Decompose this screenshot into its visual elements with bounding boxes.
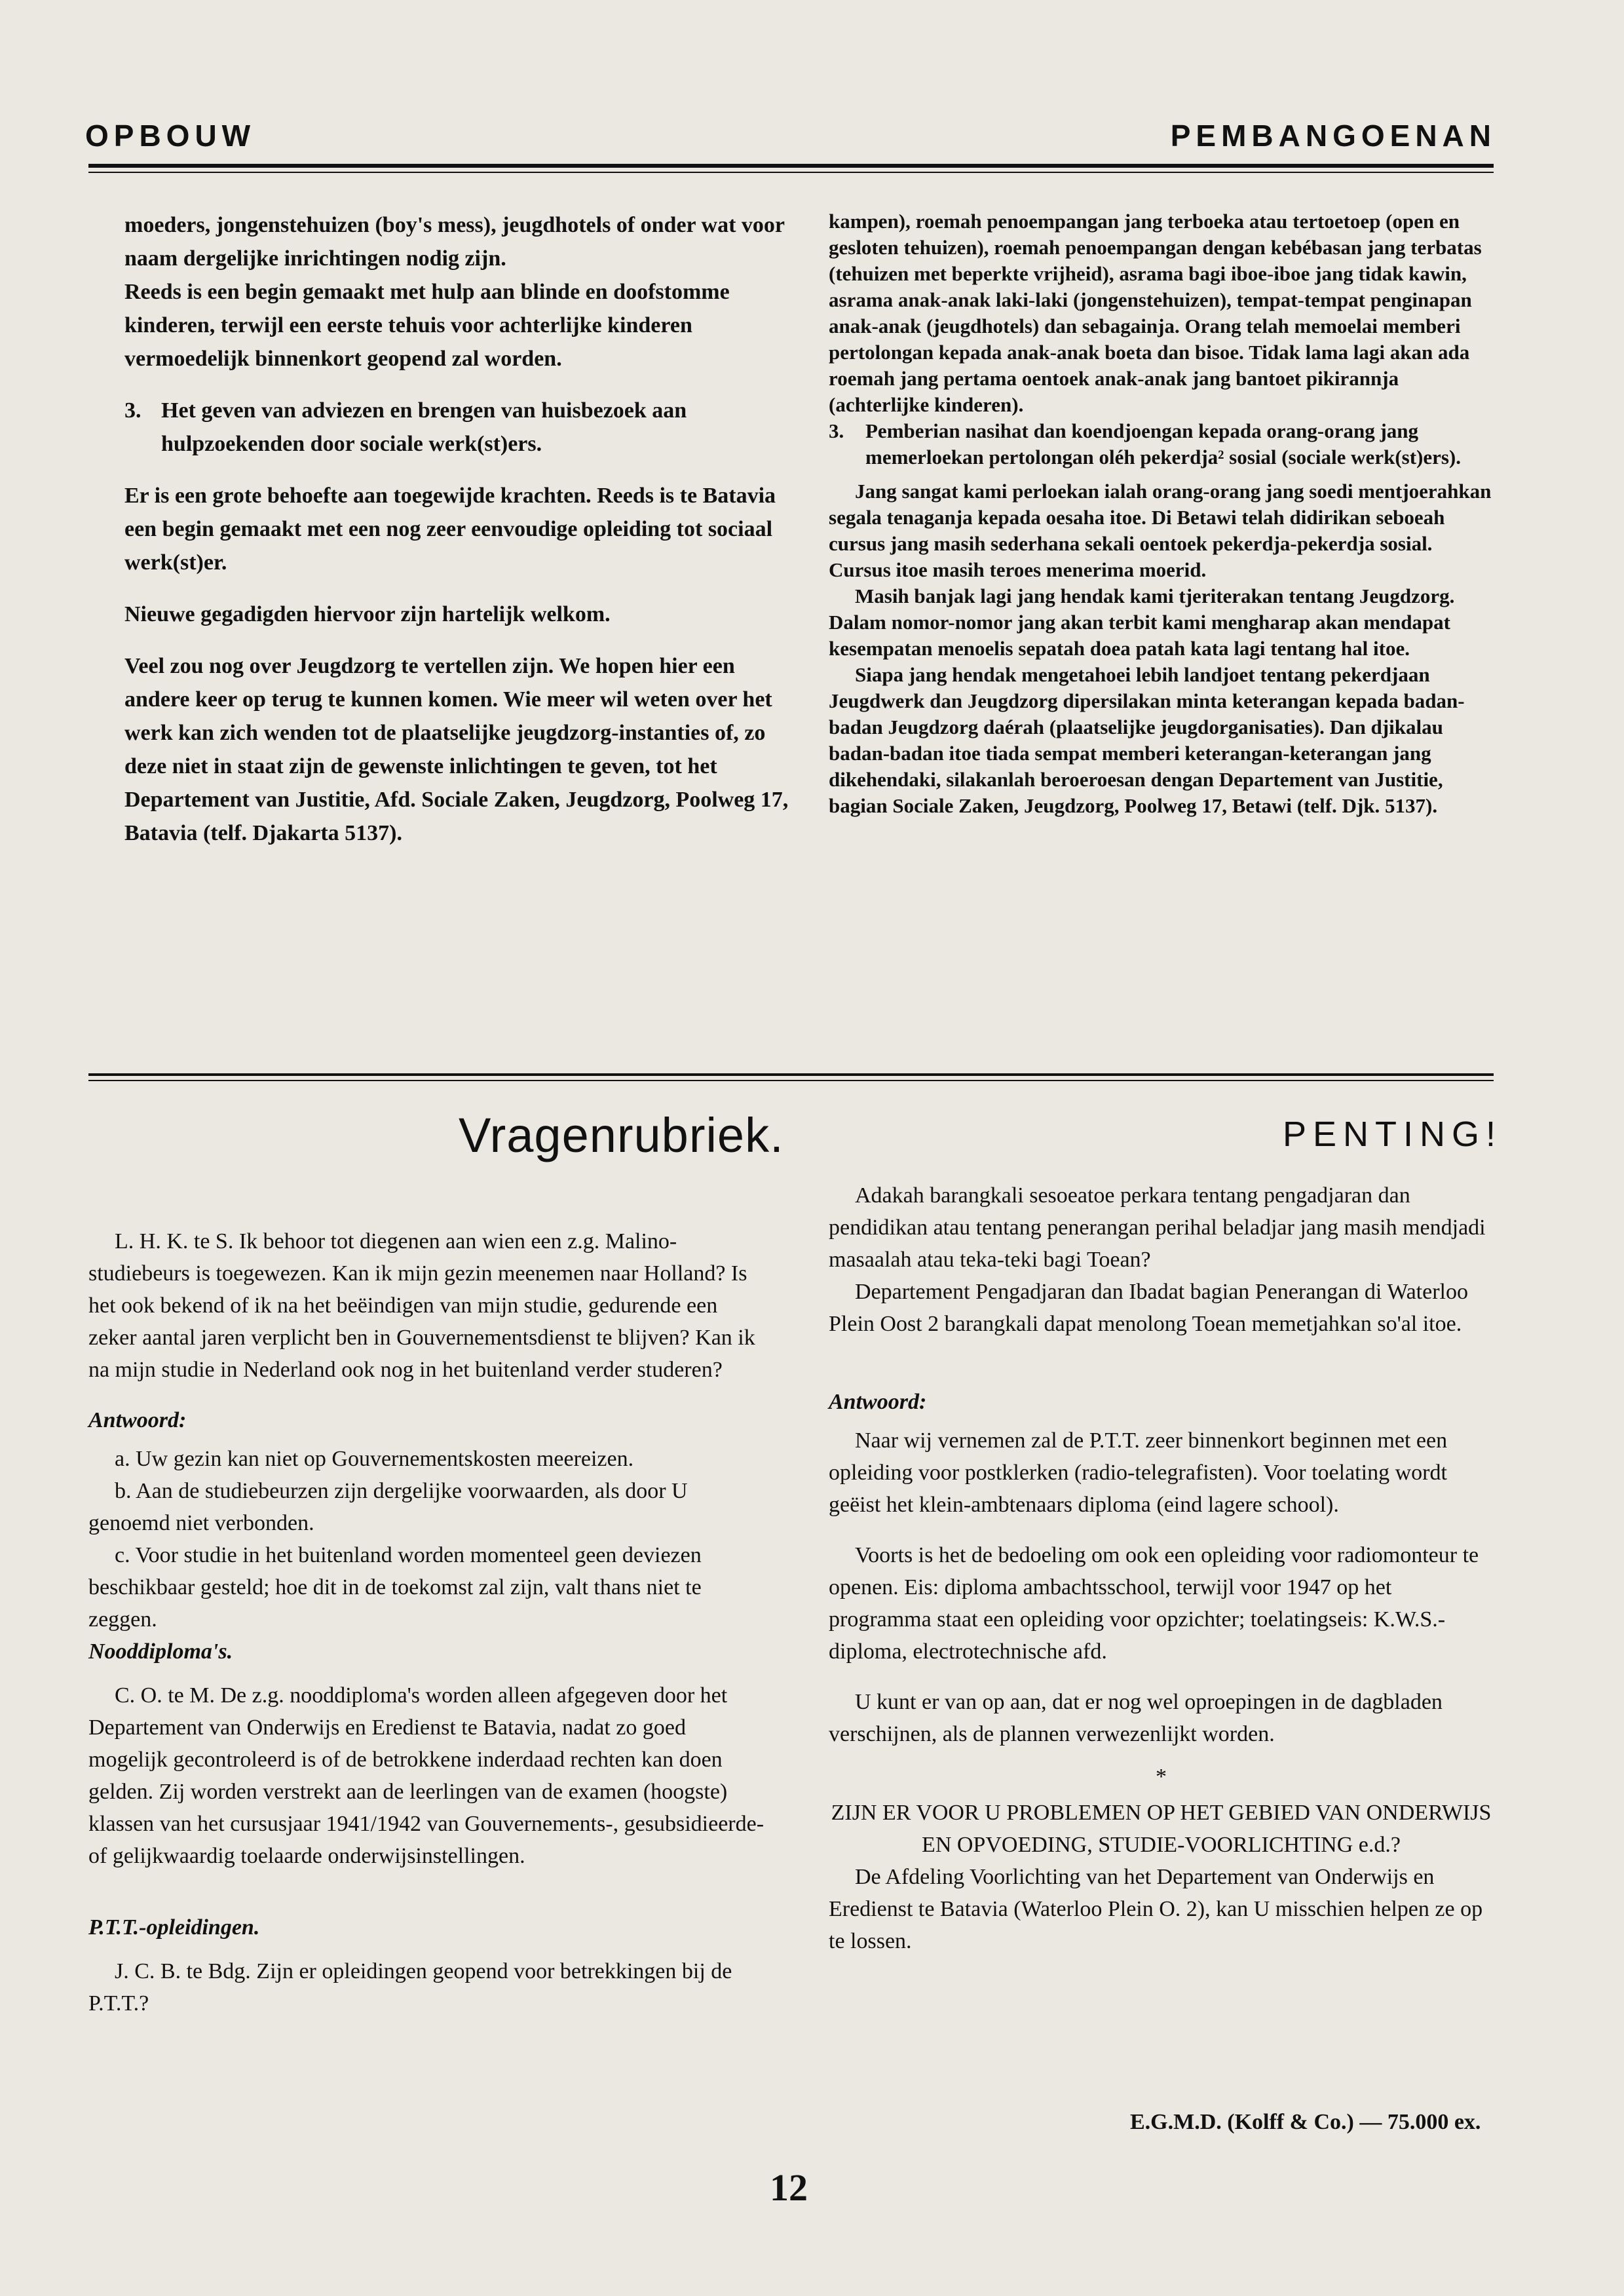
- numbered-item: [829, 418, 1494, 470]
- question: L. H. K. te S. Ik behoor tot diegenen aan wien een z.g. Malino-studiebeurs is toegewezen. Kan ik mijn gezin meenemen naar Holland? Is het ook bekend of ik na het beëindigen van mijn studie, gedurende een zeker aantal jaren verplicht ben in Gouvernementsdienst te blijven? Kan ik na mijn studie in Nederland ook nog in het buitenland verder studeren?: [88, 1229, 755, 1382]
- top-right-column: [829, 208, 1494, 819]
- paragraph: Masih banjak lagi jang hendak kami tjeriterakan tentang Jeugdzorg. Dalam nomor-nomor jang akan terbit kami mengharap akan mendapat kesempatan menoelis sepatah doea patah kata lagi tentang hal itoe.: [829, 584, 1455, 660]
- paragraph: Siapa jang hendak mengetahoei lebih landjoet tentang pekerdjaan Jeugdwerk dan Jeugdzorg dipersilakan minta keterangan kepada badan-badan Jeugdzorg daérah (plaatselijke jeugdorganisaties). Dan djikalau badan-badan itoe tiada sempat memberi keterangan-keterangan jang dikehendaki, silakanlah beroeroesan dengan Departement van Justitie, bagian Sociale Zaken, Jeugdzorg, Poolweg 17, Betawi (telf. Djk. 5137).: [829, 663, 1465, 817]
- nooddiploma-heading: Nooddiploma's.: [88, 1639, 233, 1664]
- printer-imprint: E.G.M.D. (Kolff & Co.) — 75.000 ex.: [1130, 2110, 1481, 2134]
- penting-column: [829, 1179, 1494, 1957]
- paragraph: Veel zou nog over Jeugdzorg te vertellen zijn. We hopen hier een andere keer op terug te kunnen komen. Wie meer wil weten over het werk kan zich wenden tot de plaatselijke jeugdzorg-instanties of, zo deze niet in staat zijn de gewenste inlichtingen te geven, tot het Departement van Justitie, Afd. Sociale Zaken, Jeugdzorg, Poolweg 17, Batavia (telf. Djakarta 5137).: [124, 654, 789, 845]
- header-rule-thin: [88, 172, 1494, 173]
- answer-c: [88, 1539, 770, 1636]
- answer-heading: Antwoord:: [829, 1390, 927, 1414]
- nooddiploma-text: C. O. te M. De z.g. nooddiploma's worden alleen afgegeven door het Departement van Onderwijs en Eredienst te Batavia, nadat zo goed mogelijk gecontroleerd is of de betrokkene inderdaad rechten kan doen gelden. Zij worden verstrekt aan de leerlingen van de examen (hoogste) klassen van het cursusjaar 1941/1942 van Gouvernements-, gesubsidieerde-of gelijkwaardig toelaarde onderwijsinstellingen.: [88, 1683, 765, 1868]
- answer-b-label: b.: [115, 1479, 132, 1503]
- paragraph: moeders, jongenstehuizen (boy's mess), jeugdhotels of onder wat voor naam dergelijke inrichtingen nodig zijn.: [124, 213, 785, 271]
- answer-c-label: c.: [115, 1543, 130, 1567]
- paragraph: De Afdeling Voorlichting van het Departement van Onderwijs en Eredienst te Batavia (Waterloo Plein O. 2), kan U misschien helpen ze op te lossen.: [829, 1865, 1483, 1953]
- caps-heading: ZIJN ER VOOR U PROBLEMEN OP HET GEBIED VAN ONDERWIJS EN OPVOEDING, STUDIE-VOORLICHTING e.d.?: [831, 1801, 1492, 1857]
- page-number: 12: [770, 2166, 808, 2209]
- ptt-heading: P.T.T.-opleidingen.: [88, 1915, 260, 1940]
- header-left-title: OPBOUW: [85, 119, 256, 153]
- paragraph: Naar wij vernemen zal de P.T.T. zeer binnenkort beginnen met een opleiding voor postklerken (radio-telegrafisten). Voor toelating wordt geëist het klein-ambtenaars diploma (eind lagere school).: [829, 1428, 1448, 1517]
- answer-a-text: Uw gezin kan niet op Gouvernementskosten meereizen.: [136, 1447, 634, 1471]
- paragraph: Nieuwe gegadigden hiervoor zijn hartelijk welkom.: [124, 602, 611, 626]
- item-text: Het geven van adviezen en brengen van huisbezoek aan hulpzoekenden door sociale werk(st)ers.: [161, 398, 687, 456]
- answer-b: [88, 1475, 770, 1539]
- answer-b-text: Aan de studiebeurzen zijn dergelijke voorwaarden, als door U genoemd niet verbonden.: [88, 1479, 688, 1535]
- section-rule-thin: [88, 1080, 1494, 1081]
- section-rule-thick: [88, 1073, 1494, 1076]
- header-rule-thick: [88, 164, 1494, 168]
- paragraph: Jang sangat kami perloekan ialah orang-orang jang soedi mentjoerahkan segala tenaganja kepada oesaha itoe. Di Betawi telah didirikan seboeah cursus jang masih sederhana sekali oentoek pekerdja-pekerdja sosial. Cursus itoe masih teroes menerima moerid.: [829, 480, 1492, 581]
- answer-heading: Antwoord:: [88, 1408, 187, 1432]
- paragraph: kampen), roemah penoempangan jang terboeka atau tertoetoep (open en gesloten tehuizen), roemah penoempangan dengan kebébasan jang terbatas (tehuizen met beperkte vrijheid), asrama bagi iboe-iboe jang tidak kawin, asrama anak-anak laki-laki (jongenstehuizen), tempat-tempat penginapan anak-anak (jeugdhotels) dan sebagainja. Orang telah memoelai memberi pertolongan kepada anak-anak boeta dan bisoe. Tidak lama lagi akan ada roemah jang pertama oentoek anak-anak jang bantoet pikirannja (achterlijke kinderen).: [829, 210, 1482, 416]
- vragenrubriek-title: Vragenrubriek.: [459, 1108, 784, 1162]
- item-text: Pemberian nasihat dan koendjoengan kepada orang-orang jang memerloekan pertolongan oléh pekerdja² sosial (sociale werk(st)ers).: [865, 419, 1462, 469]
- numbered-item: [124, 394, 793, 461]
- ptt-question: J. C. B. te Bdg. Zijn er opleidingen geopend voor betrekkingen bij de P.T.T.?: [88, 1959, 732, 2016]
- item-number: 3.: [124, 398, 142, 423]
- top-left-column: [124, 208, 793, 850]
- item-number: 3.: [829, 419, 844, 442]
- vragenrubriek-column: [88, 1225, 770, 2019]
- paragraph: Voorts is het de bedoeling om ook een opleiding voor radiomonteur te openen. Eis: diploma ambachtsschool, terwijl voor 1947 op het programma staat een opleiding voor opzichter; toelatingseis: K.W.S.-diploma, electrotechnische afd.: [829, 1543, 1479, 1664]
- header-right-title: PEMBANGOENAN: [1170, 119, 1496, 153]
- paragraph: Adakah barangkali sesoeatoe perkara tentang pengadjaran dan pendidikan atau tentang penerangan perihal beladjar jang masih mendjadi masaalah atau teka-teki bagi Toean?: [829, 1183, 1486, 1272]
- answer-c-text: Voor studie in het buitenland worden momenteel geen deviezen beschikbaar gesteld; hoe dit in de toekomst zal zijn, valt thans niet te zeggen.: [88, 1543, 702, 1632]
- penting-title: PENTING!: [1283, 1115, 1503, 1154]
- answer-a-label: a.: [115, 1447, 130, 1471]
- paragraph: U kunt er van op aan, dat er nog wel oproepingen in de dagbladen verschijnen, als de plannen verwezenlijkt worden.: [829, 1690, 1443, 1746]
- answer-a: [88, 1443, 770, 1475]
- paragraph: Reeds is een begin gemaakt met hulp aan blinde en doofstomme kinderen, terwijl een eerste tehuis voor achterlijke kinderen vermoedelijk binnenkort geopend zal worden.: [124, 280, 730, 371]
- paragraph: Er is een grote behoefte aan toegewijde krachten. Reeds is te Batavia een begin gemaakt met een nog zeer eenvoudige opleiding tot sociaal werk(st)er.: [124, 484, 776, 575]
- paragraph: Departement Pengadjaran dan Ibadat bagian Penerangan di Waterloo Plein Oost 2 barangkali dapat menolong Toean memetjahkan so'al itoe.: [829, 1280, 1468, 1336]
- separator-star: *: [1156, 1765, 1167, 1789]
